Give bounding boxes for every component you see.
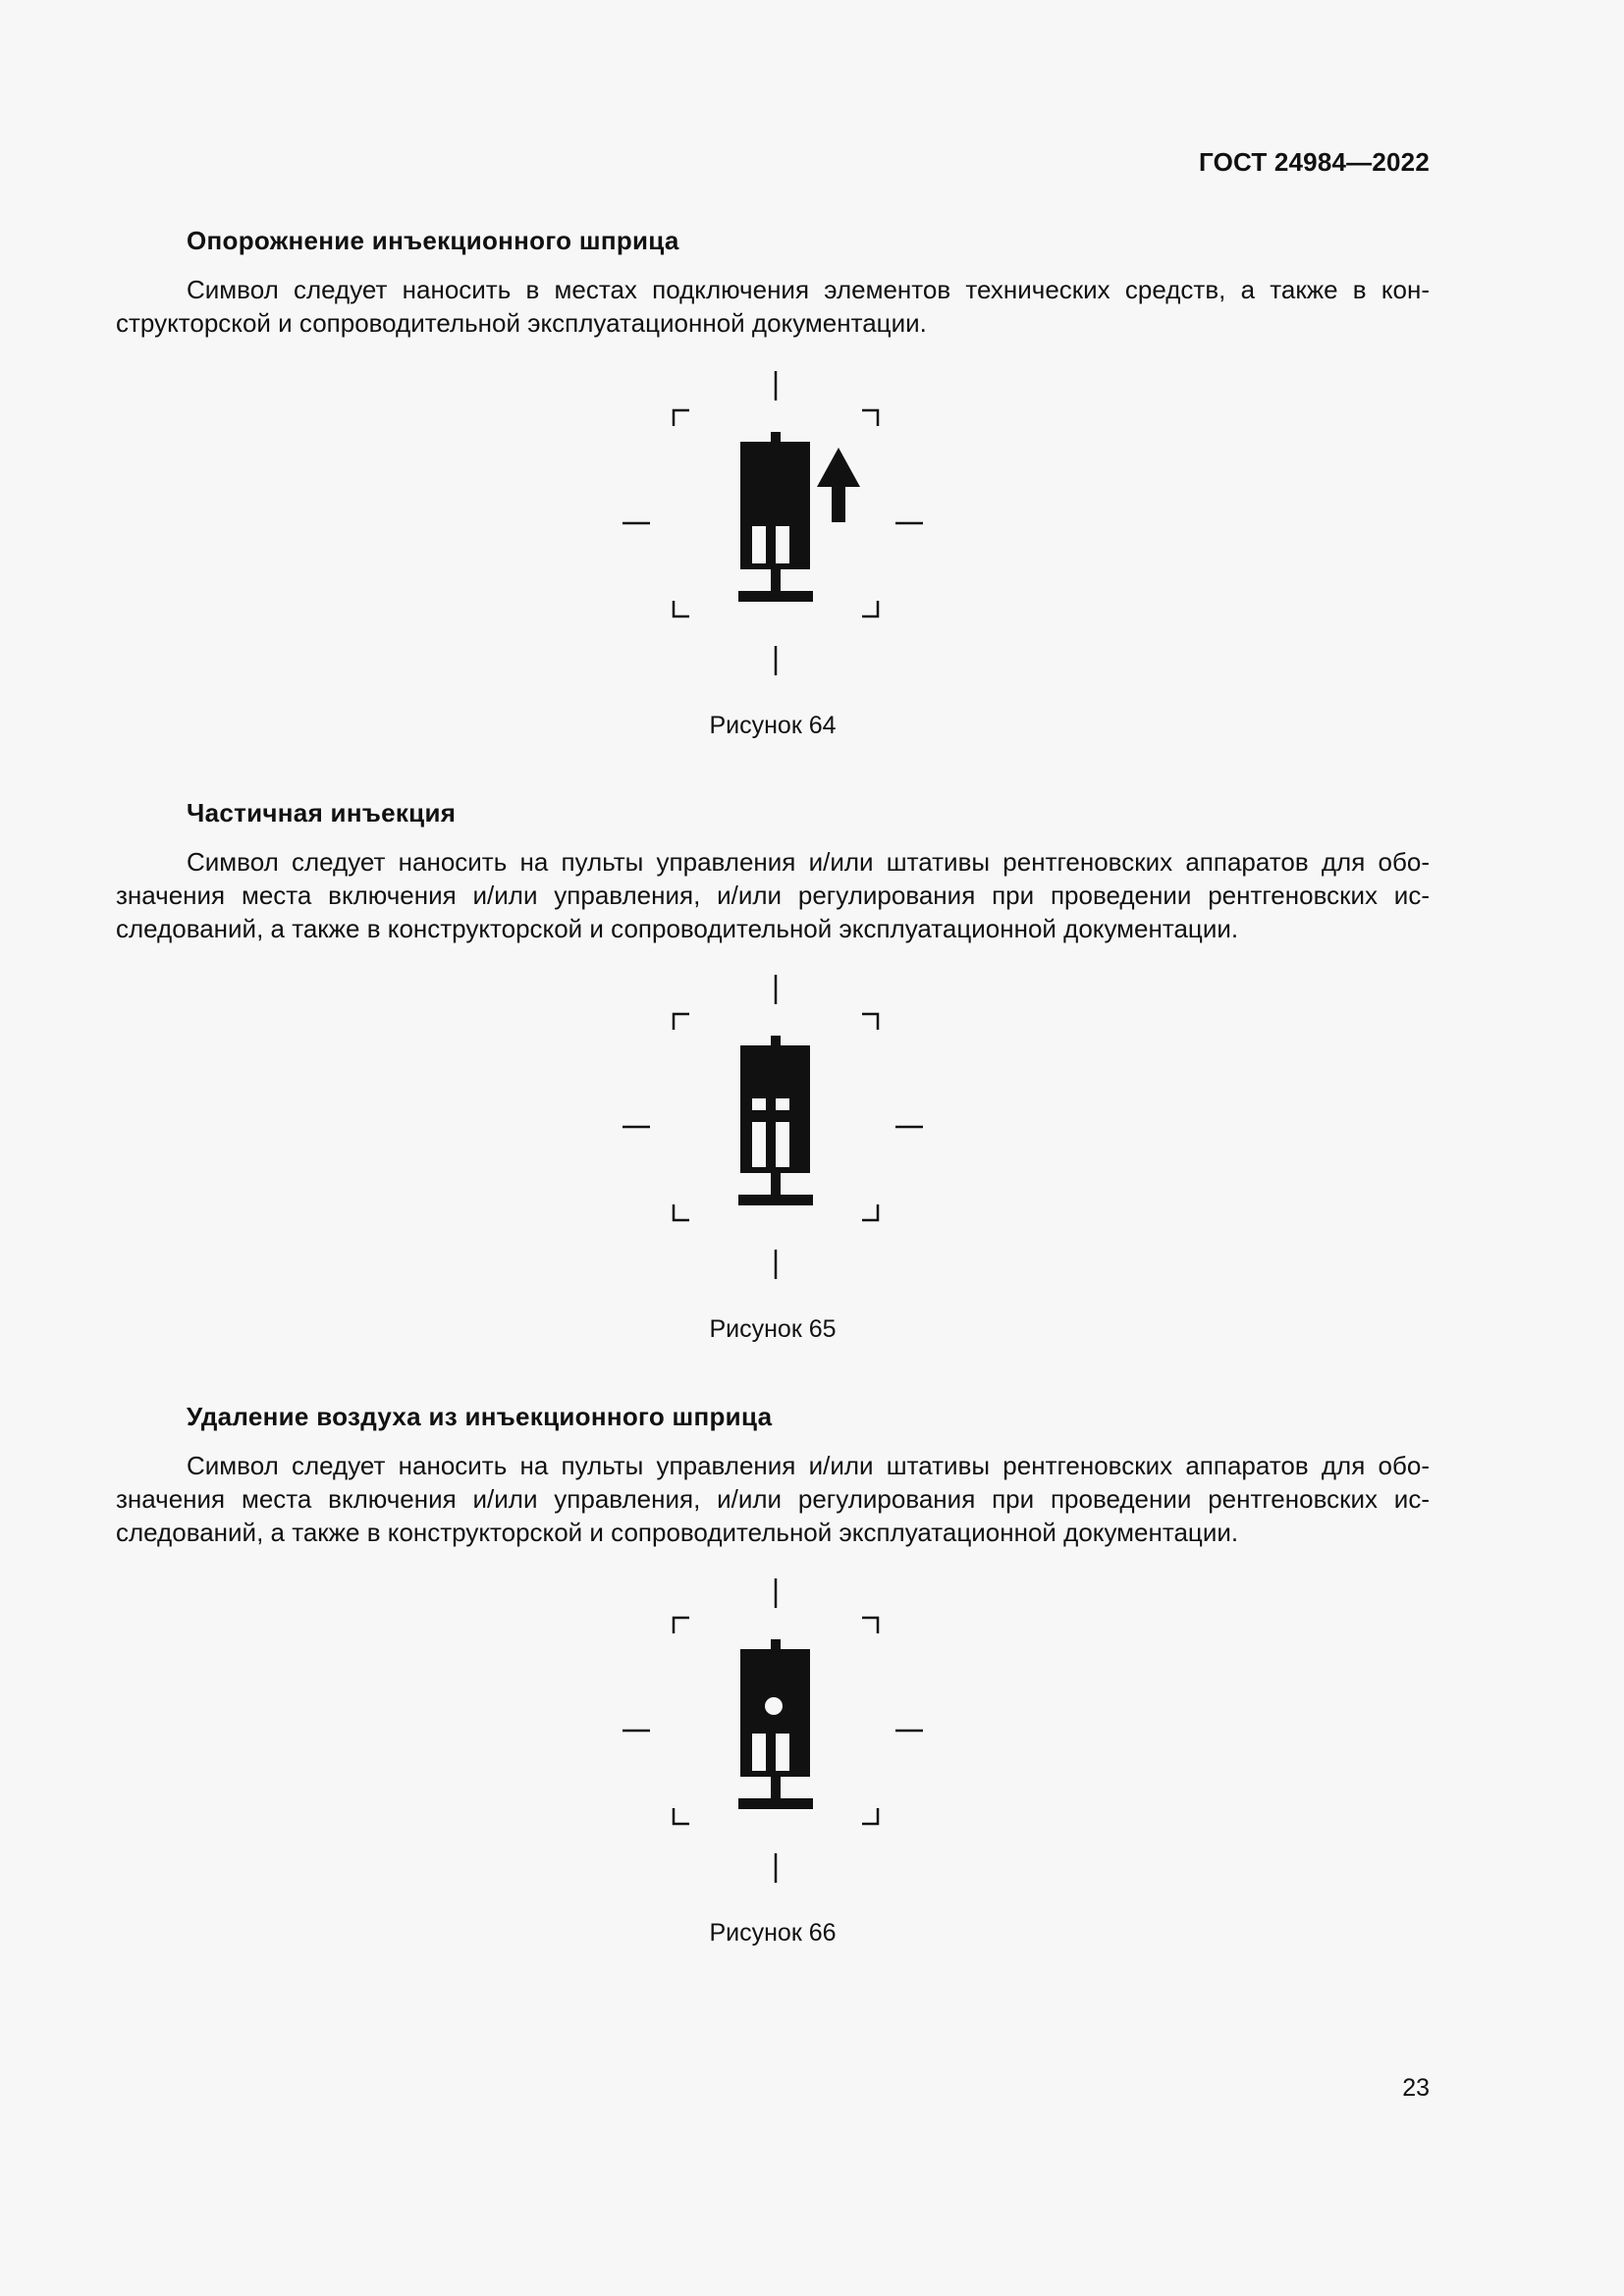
figure-64 xyxy=(619,363,933,677)
figure-65 xyxy=(619,967,933,1281)
syringe-empty-icon xyxy=(619,363,933,677)
section-heading-partial-injection: Частичная инъекция xyxy=(187,798,457,828)
document-number: ГОСТ 24984—2022 xyxy=(1199,147,1430,177)
section-paragraph-syringe-emptying: Символ следует наносить в местах подключения элементов технических средств, а также в конструкторской и сопроводительной эксплуатационной документации. xyxy=(116,275,1430,338)
figure-caption: Рисунок 66 xyxy=(709,1919,837,1947)
figure-caption: Рисунок 64 xyxy=(709,712,837,739)
section-heading-air-removal: Удаление воздуха из инъекционного шприца xyxy=(187,1402,773,1431)
section-paragraph-air-removal: Символ следует наносить на пульты управления и/или штативы рентгеновских аппаратов для обозначения места включения и/или управления, и/или регулирования при проведении рентгеновских исследований, а также в конструкторской и сопроводительной эксплуатационной документации. xyxy=(116,1451,1430,1547)
page-number: 23 xyxy=(1402,2074,1430,2102)
section-paragraph-partial-injection: Символ следует наносить на пульты управления и/или штативы рентгеновских аппаратов для обозначения места включения и/или управления, и/или регулирования при проведении рентгеновских исследований, а также в конструкторской и сопроводительной эксплуатационной документации. xyxy=(116,847,1430,943)
syringe-partial-injection-icon xyxy=(619,967,933,1281)
figure-66 xyxy=(619,1571,933,1885)
figure-caption: Рисунок 65 xyxy=(709,1315,837,1343)
section-heading-syringe-emptying: Опорожнение инъекционного шприца xyxy=(187,226,679,255)
syringe-air-removal-icon xyxy=(619,1571,933,1885)
